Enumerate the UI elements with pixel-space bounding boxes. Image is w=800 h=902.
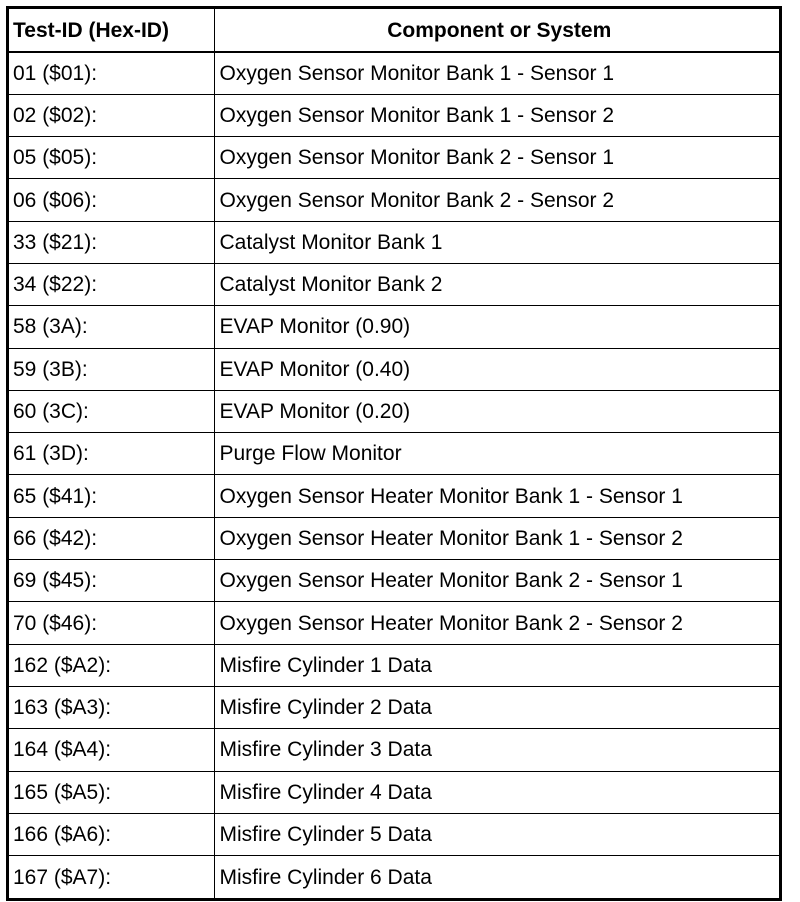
component-cell: EVAP Monitor (0.40)	[214, 348, 779, 390]
test-id-cell: 167 ($A7):	[9, 856, 214, 898]
table-row	[9, 348, 779, 390]
table-row	[9, 856, 779, 898]
component-cell: Oxygen Sensor Heater Monitor Bank 2 - Sensor 1	[214, 560, 779, 602]
table-row	[9, 602, 779, 644]
header-row	[9, 9, 779, 52]
test-id-cell: 34 ($22):	[9, 263, 214, 305]
table-row	[9, 644, 779, 686]
table-row	[9, 771, 779, 813]
table-row	[9, 686, 779, 728]
test-id-cell: 60 (3C):	[9, 390, 214, 432]
table-row	[9, 560, 779, 602]
component-cell: Misfire Cylinder 3 Data	[214, 729, 779, 771]
test-id-cell: 33 ($21):	[9, 221, 214, 263]
table-row	[9, 517, 779, 559]
component-cell: Oxygen Sensor Monitor Bank 2 - Sensor 1	[214, 137, 779, 179]
test-id-cell: 01 ($01):	[9, 52, 214, 94]
table-row	[9, 52, 779, 94]
table-row	[9, 263, 779, 305]
table-row	[9, 433, 779, 475]
test-id-cell: 165 ($A5):	[9, 771, 214, 813]
component-cell: Oxygen Sensor Heater Monitor Bank 2 - Sensor 2	[214, 602, 779, 644]
test-id-cell: 70 ($46):	[9, 602, 214, 644]
test-id-cell: 05 ($05):	[9, 137, 214, 179]
component-cell: Oxygen Sensor Monitor Bank 1 - Sensor 2	[214, 94, 779, 136]
table-header	[9, 9, 779, 52]
header-test-id: Test-ID (Hex-ID)	[9, 9, 214, 52]
table-row	[9, 221, 779, 263]
test-id-cell: 69 ($45):	[9, 560, 214, 602]
test-id-cell: 65 ($41):	[9, 475, 214, 517]
test-id-cell: 06 ($06):	[9, 179, 214, 221]
component-cell: Oxygen Sensor Heater Monitor Bank 1 - Sensor 1	[214, 475, 779, 517]
test-id-cell: 162 ($A2):	[9, 644, 214, 686]
component-cell: Catalyst Monitor Bank 1	[214, 221, 779, 263]
test-id-cell: 66 ($42):	[9, 517, 214, 559]
component-cell: EVAP Monitor (0.20)	[214, 390, 779, 432]
test-id-table-container	[6, 6, 782, 901]
test-id-cell: 61 (3D):	[9, 433, 214, 475]
table-body	[9, 52, 779, 898]
table-row	[9, 94, 779, 136]
component-cell: Catalyst Monitor Bank 2	[214, 263, 779, 305]
component-cell: Misfire Cylinder 6 Data	[214, 856, 779, 898]
table-row	[9, 729, 779, 771]
component-cell: Misfire Cylinder 1 Data	[214, 644, 779, 686]
component-cell: Oxygen Sensor Monitor Bank 1 - Sensor 1	[214, 52, 779, 94]
table-row	[9, 306, 779, 348]
test-id-cell: 163 ($A3):	[9, 686, 214, 728]
component-cell: Oxygen Sensor Monitor Bank 2 - Sensor 2	[214, 179, 779, 221]
table-row	[9, 475, 779, 517]
component-cell: Misfire Cylinder 4 Data	[214, 771, 779, 813]
test-id-cell: 164 ($A4):	[9, 729, 214, 771]
test-id-table	[9, 9, 779, 898]
component-cell: EVAP Monitor (0.90)	[214, 306, 779, 348]
table-row	[9, 179, 779, 221]
table-row	[9, 813, 779, 855]
table-row	[9, 390, 779, 432]
component-cell: Misfire Cylinder 5 Data	[214, 813, 779, 855]
component-cell: Purge Flow Monitor	[214, 433, 779, 475]
test-id-cell: 58 (3A):	[9, 306, 214, 348]
test-id-cell: 59 (3B):	[9, 348, 214, 390]
test-id-cell: 02 ($02):	[9, 94, 214, 136]
component-cell: Oxygen Sensor Heater Monitor Bank 1 - Sensor 2	[214, 517, 779, 559]
table-row	[9, 137, 779, 179]
test-id-cell: 166 ($A6):	[9, 813, 214, 855]
component-cell: Misfire Cylinder 2 Data	[214, 686, 779, 728]
header-component-or-system: Component or System	[214, 9, 779, 52]
